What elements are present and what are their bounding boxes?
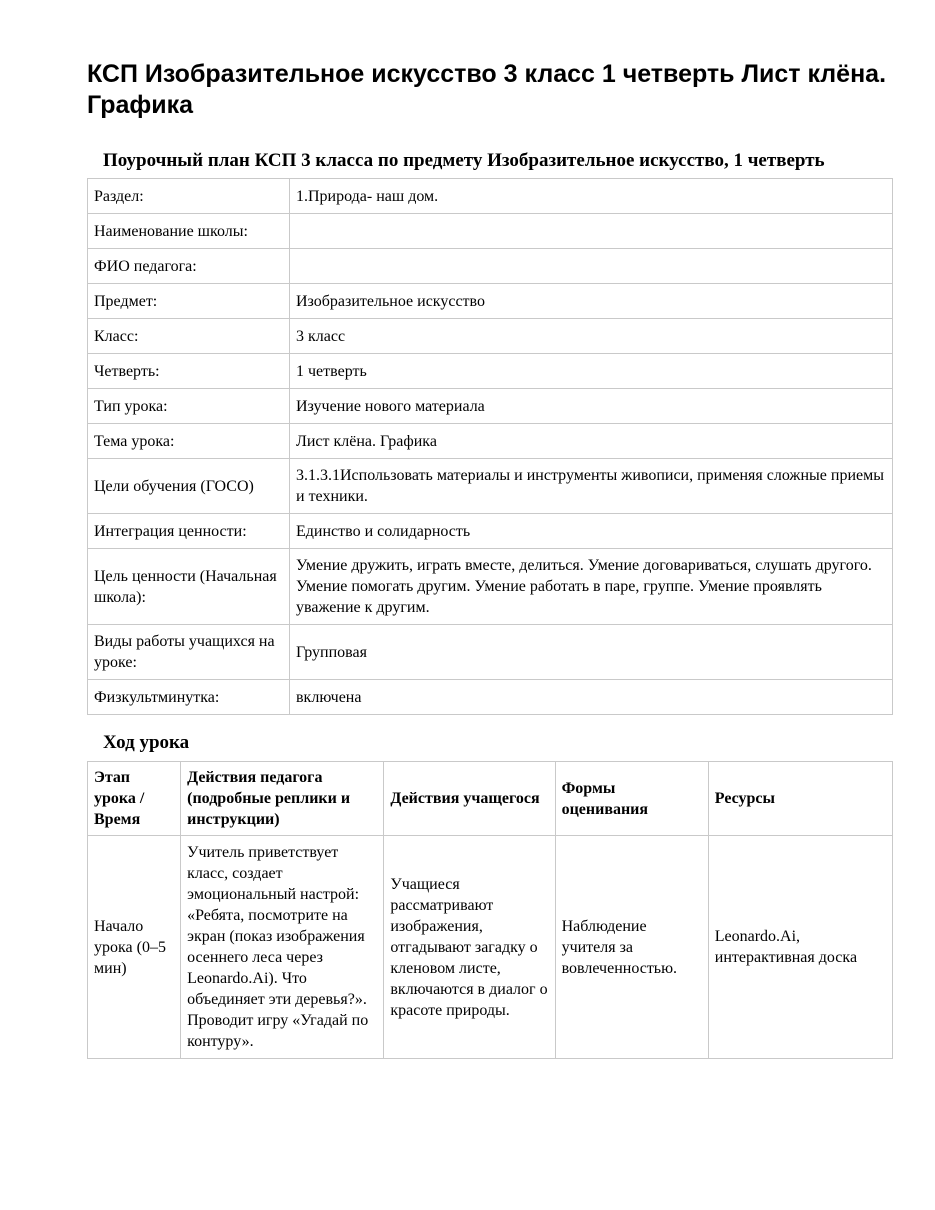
info-value: 1 четверть bbox=[290, 354, 893, 389]
info-row bbox=[88, 389, 893, 424]
document-page bbox=[87, 0, 893, 1059]
info-value: 1.Природа- наш дом. bbox=[290, 179, 893, 214]
info-value: 3 класс bbox=[290, 319, 893, 354]
info-label: ФИО педагога: bbox=[88, 249, 290, 284]
column-header-assessment: Формы оценивания bbox=[555, 762, 708, 836]
info-label: Тема урока: bbox=[88, 424, 290, 459]
lesson-plan-subtitle: Поурочный план КСП 3 класса по предмету Изобразительное искусство, 1 четверть bbox=[103, 150, 825, 171]
info-label: Класс: bbox=[88, 319, 290, 354]
info-row bbox=[88, 249, 893, 284]
column-header-resources: Ресурсы bbox=[708, 762, 892, 836]
info-value bbox=[290, 249, 893, 284]
info-label: Тип урока: bbox=[88, 389, 290, 424]
info-label: Наименование школы: bbox=[88, 214, 290, 249]
info-row bbox=[88, 514, 893, 549]
info-row bbox=[88, 549, 893, 625]
info-row bbox=[88, 214, 893, 249]
info-row bbox=[88, 680, 893, 715]
cell-assessment: Наблюдение учителя за вовлеченностью. bbox=[555, 836, 708, 1059]
info-label: Цель ценности (Начальная школа): bbox=[88, 549, 290, 625]
info-value: Единство и солидарность bbox=[290, 514, 893, 549]
lesson-header-row bbox=[88, 762, 893, 836]
info-row bbox=[88, 424, 893, 459]
info-value: 3.1.3.1Использовать материалы и инструменты живописи, применяя сложные приемы и техники. bbox=[290, 459, 893, 514]
document-title: КСП Изобразительное искусство 3 класс 1 четверть Лист клёна. Графика bbox=[87, 60, 887, 119]
info-value: Изобразительное искусство bbox=[290, 284, 893, 319]
info-value: Лист клёна. Графика bbox=[290, 424, 893, 459]
cell-stage: Начало урока (0–5 мин) bbox=[88, 836, 181, 1059]
info-value bbox=[290, 214, 893, 249]
info-row bbox=[88, 459, 893, 514]
info-value: включена bbox=[290, 680, 893, 715]
cell-resources: Leonardo.Ai, интерактивная доска bbox=[708, 836, 892, 1059]
info-row bbox=[88, 354, 893, 389]
info-label: Четверть: bbox=[88, 354, 290, 389]
info-label: Виды работы учащихся на уроке: bbox=[88, 625, 290, 680]
column-header-teacher-actions: Действия педагога (подробные реплики и инструкции) bbox=[181, 762, 384, 836]
column-header-stage: Этап урока / Время bbox=[88, 762, 181, 836]
info-value: Изучение нового материала bbox=[290, 389, 893, 424]
info-row bbox=[88, 179, 893, 214]
cell-teacher-actions: Учитель приветствует класс, создает эмоциональный настрой: «Ребята, посмотрите на экран (показ изображения осеннего леса через Leonardo.Ai). Что объединяет эти деревья?». Проводит игру «Угадай по контуру». bbox=[181, 836, 384, 1059]
info-label: Интеграция ценности: bbox=[88, 514, 290, 549]
info-table bbox=[87, 178, 893, 715]
column-header-student-actions: Действия учащегося bbox=[384, 762, 555, 836]
info-label: Раздел: bbox=[88, 179, 290, 214]
info-row bbox=[88, 319, 893, 354]
info-label: Цели обучения (ГОСО) bbox=[88, 459, 290, 514]
info-value: Групповая bbox=[290, 625, 893, 680]
lesson-progress-title: Ход урока bbox=[103, 732, 190, 753]
table-row bbox=[88, 836, 893, 1059]
info-value: Умение дружить, играть вместе, делиться. Умение договариваться, слушать другого. Умение помогать другим. Умение работать в паре, группе. Умение проявлять уважение к другим. bbox=[290, 549, 893, 625]
lesson-table bbox=[87, 761, 893, 1059]
info-row bbox=[88, 625, 893, 680]
info-row bbox=[88, 284, 893, 319]
info-label: Физкультминутка: bbox=[88, 680, 290, 715]
cell-student-actions: Учащиеся рассматривают изображения, отгадывают загадку о кленовом листе, включаются в диалог о красоте природы. bbox=[384, 836, 555, 1059]
info-label: Предмет: bbox=[88, 284, 290, 319]
